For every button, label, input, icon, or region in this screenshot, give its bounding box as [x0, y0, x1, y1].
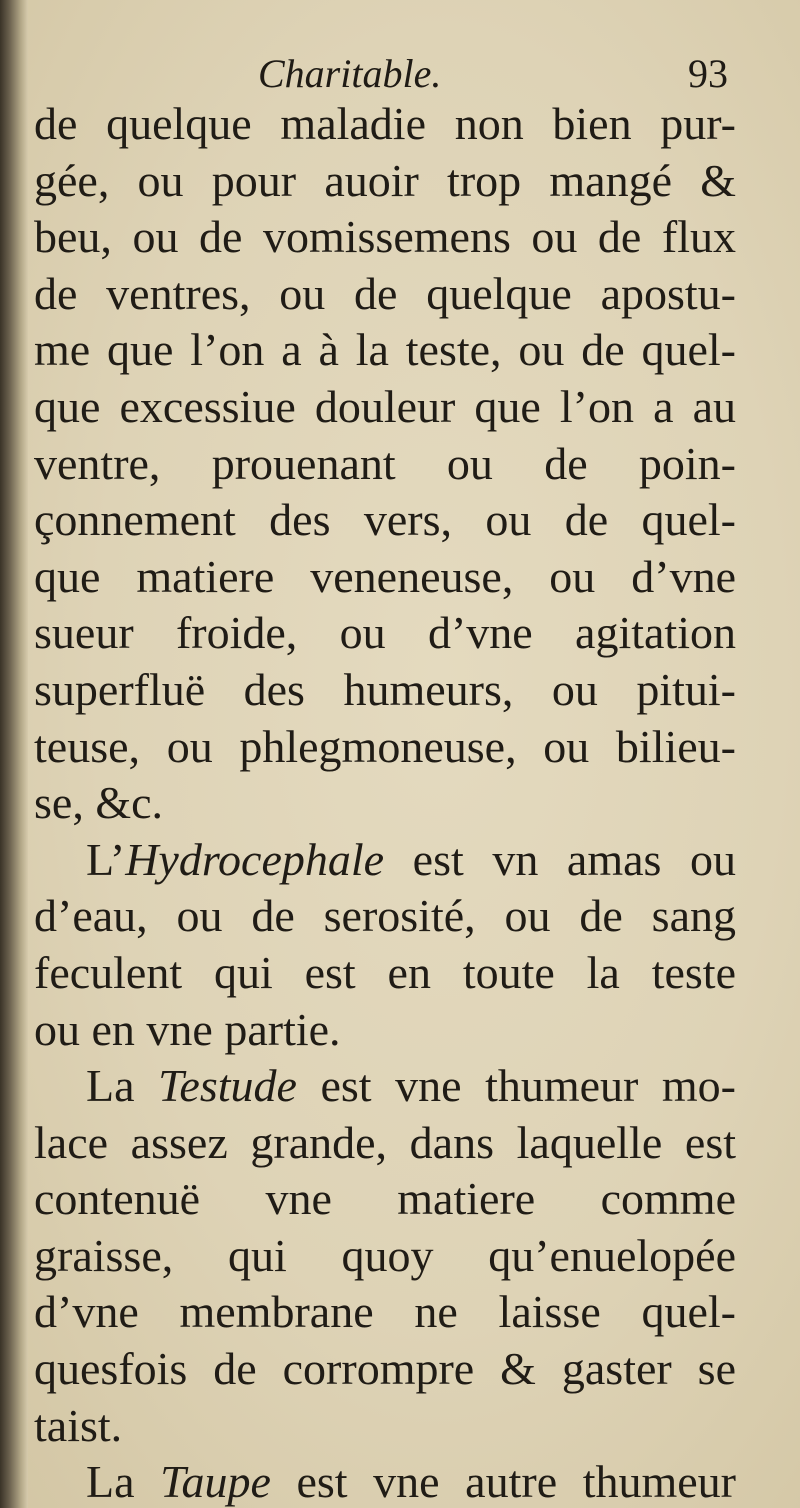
text-line: de quelque maladie non bien pur-: [34, 98, 736, 149]
text-line: feculent qui est en toute la teste: [34, 946, 736, 998]
text-line: d’vne membrane ne laisse quel-: [34, 1286, 736, 1338]
paragraph: [34, 96, 736, 832]
text-line: beu, ou de vomissemens ou de flux: [34, 211, 736, 263]
term-testude: Testude: [158, 1060, 297, 1112]
text-line: se, &c.: [34, 777, 164, 829]
text-line: çonnement des vers, ou de quel-: [34, 494, 736, 546]
text-line: ou en vne partie.: [34, 1003, 341, 1055]
text-line: sueur froide, ou d’vne agitation: [34, 607, 736, 659]
text-run: est vn amas ou: [384, 833, 736, 885]
text-run: est vne autre thumeur: [270, 1456, 736, 1508]
text-line: lace assez grande, dans laquelle est: [34, 1116, 736, 1168]
text-line: [34, 1454, 736, 1508]
term-taupe: Taupe: [160, 1456, 271, 1508]
text-line: d’eau, ou de serosité, ou de sang: [34, 890, 736, 942]
paragraph-testude: [34, 1058, 736, 1454]
paragraph-hydrocephale: [34, 832, 736, 1058]
term-hydrocephale: Hydrocephale: [125, 833, 385, 885]
text-line: [34, 1058, 736, 1115]
page-binding-edge: [0, 0, 28, 1508]
text-line: quesfois de corrompre & gaster se: [34, 1343, 736, 1395]
page-header: [0, 50, 800, 100]
text-prefix: L’: [86, 833, 126, 885]
text-line: que excessiue douleur que l’on a au: [34, 380, 736, 432]
text-line: [34, 832, 736, 889]
text-line: gée, ou pour auoir trop mangé &: [34, 154, 736, 206]
text-line: que matiere veneneuse, ou d’vne: [34, 550, 736, 602]
running-title: Charitable.: [258, 51, 442, 96]
text-line: contenuë vne matiere comme: [34, 1173, 736, 1225]
page-number: 93: [688, 51, 728, 96]
text-line: teuse, ou phlegmoneuse, ou bilieu-: [34, 720, 736, 772]
text-line: ventre, prouenant ou de poin-: [34, 437, 736, 489]
text-run: est vne thumeur mo-: [296, 1060, 737, 1112]
text-line: superfluë des humeurs, ou pitui-: [34, 663, 736, 715]
text-prefix: La: [86, 1456, 161, 1508]
text-line: graisse, qui quoy qu’enuelopée: [34, 1229, 736, 1281]
text-line: taist.: [34, 1399, 123, 1451]
paragraph-taupe: [34, 1454, 736, 1508]
body-text: [34, 96, 736, 1508]
text-line: me que l’on a à la teste, ou de quel-: [34, 324, 736, 376]
text-line: de ventres, ou de quelque apostu-: [34, 267, 736, 319]
text-prefix: La: [86, 1060, 159, 1112]
